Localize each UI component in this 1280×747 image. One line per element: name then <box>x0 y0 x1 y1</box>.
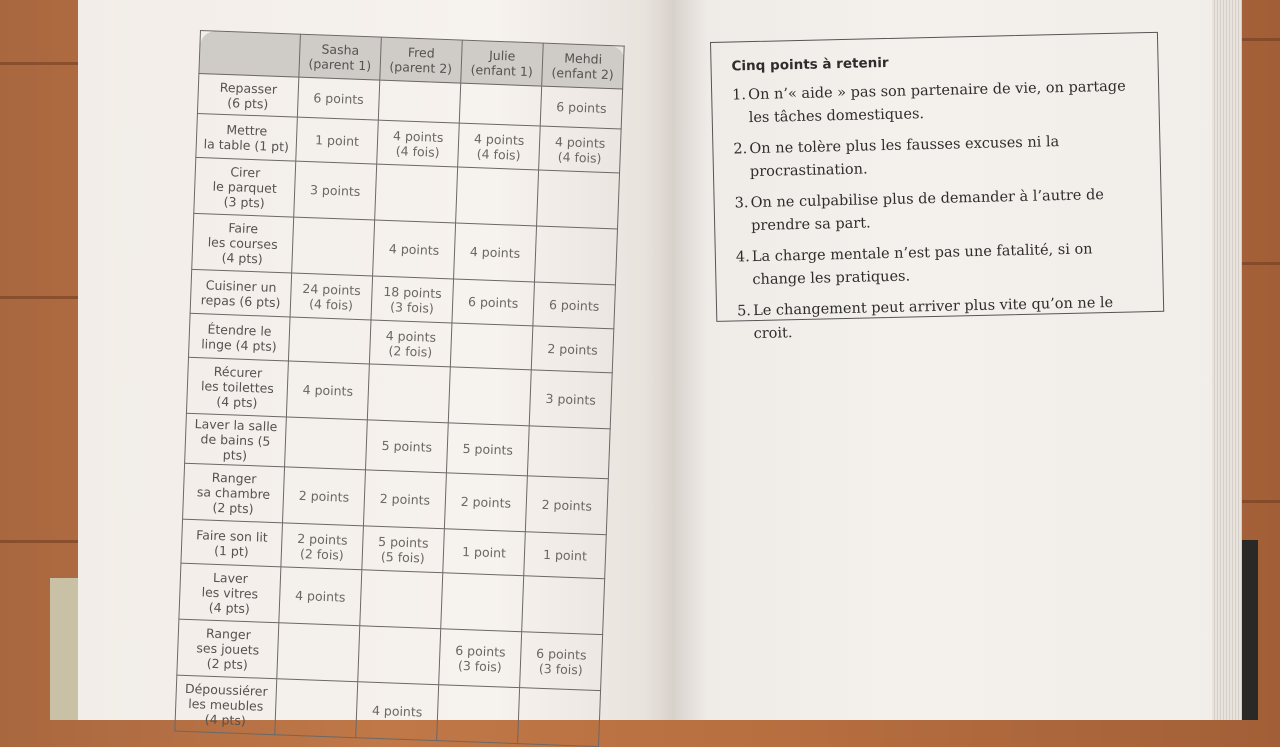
task-cell <box>194 157 296 217</box>
points-value: (5 fois) <box>380 548 425 566</box>
points-cell <box>296 117 379 164</box>
points-cell <box>378 80 460 123</box>
points-cell <box>277 623 360 682</box>
points-cell <box>539 126 622 173</box>
task-label: (4 pts) <box>221 249 263 267</box>
points-cell <box>360 570 443 629</box>
points-cell <box>285 417 368 470</box>
points-cell <box>377 120 460 167</box>
task-cell <box>186 357 288 417</box>
points-value: 5 points <box>381 437 433 455</box>
points-cell <box>281 523 364 570</box>
points-value: 4 points <box>392 127 444 145</box>
task-label: Mettre <box>226 121 268 139</box>
points-cell <box>275 679 358 738</box>
points-value: (2 fois) <box>299 545 345 563</box>
item-text: La charge mentale n’est pas une fatalité, si on change les pratiques. <box>751 241 1093 289</box>
points-value: 4 points <box>385 327 437 345</box>
column-name: Fred <box>407 44 435 61</box>
list-item <box>733 129 1142 184</box>
key-points-box <box>710 32 1164 343</box>
task-label: (4 pts) <box>208 599 251 617</box>
task-label: de bains (5 pts) <box>200 431 271 464</box>
points-value: 4 points <box>473 130 525 148</box>
points-cell <box>439 629 522 688</box>
points-value: 6 points <box>555 99 607 116</box>
points-value: 1 point <box>461 543 507 561</box>
task-label: (4 pts) <box>216 393 258 411</box>
points-value: 2 points <box>547 340 598 358</box>
points-cell <box>369 320 452 367</box>
points-cell <box>446 423 529 476</box>
points-cell <box>292 217 375 276</box>
points-cell <box>524 532 607 579</box>
points-cell <box>454 223 537 282</box>
points-value: (3 fois) <box>457 657 503 674</box>
points-value: 6 points <box>535 645 587 663</box>
points-value: 6 points <box>313 90 364 108</box>
task-label: les toilettes <box>200 378 275 396</box>
points-value: (4 fois) <box>395 142 440 160</box>
points-cell <box>459 83 541 126</box>
task-label: (3 pts) <box>223 193 265 211</box>
column-role: (parent 1) <box>308 56 372 74</box>
points-value: 1 point <box>542 546 588 564</box>
points-value: (4 fois) <box>308 295 354 313</box>
task-label: Étendre le <box>207 320 272 339</box>
table-body <box>175 73 623 746</box>
task-label: Repasser <box>219 79 278 97</box>
task-label: les courses <box>207 234 278 252</box>
task-label: Cuisiner un <box>205 276 277 295</box>
points-cell <box>448 367 531 426</box>
column-header <box>299 34 382 80</box>
points-value: 4 points <box>469 244 521 261</box>
task-cell <box>179 563 281 623</box>
points-cell <box>294 161 377 220</box>
column-header <box>380 37 463 83</box>
list-item <box>734 183 1143 238</box>
points-cell <box>363 470 446 529</box>
points-value: (4 fois) <box>557 148 602 166</box>
page-stack-edge <box>1212 0 1242 720</box>
item-number: 4. <box>735 249 750 266</box>
task-label: (2 pts) <box>206 655 249 673</box>
points-cell <box>441 573 524 632</box>
points-value: 3 points <box>545 390 597 408</box>
points-cell <box>456 167 539 226</box>
list-item <box>737 291 1146 346</box>
task-label: les vitres <box>201 584 259 602</box>
points-cell <box>290 273 373 320</box>
points-cell <box>356 682 439 741</box>
task-cell <box>175 675 277 735</box>
table-corner-cell <box>199 31 301 78</box>
points-cell <box>540 86 622 129</box>
points-cell <box>365 420 448 473</box>
points-value: 1 point <box>314 132 360 149</box>
points-value: 2 points <box>460 493 512 511</box>
task-label: Dépoussiérer <box>184 680 268 699</box>
points-value: 18 points <box>383 283 442 301</box>
points-value: 6 points <box>548 296 600 314</box>
task-label: Laver <box>212 569 249 587</box>
item-number: 2. <box>733 141 748 158</box>
column-header <box>542 43 625 89</box>
task-cell <box>177 619 279 679</box>
task-label: le parquet <box>212 178 278 196</box>
list-item <box>732 75 1141 130</box>
points-cell <box>443 529 526 576</box>
task-cell <box>196 113 298 161</box>
task-label: Laver la salle <box>194 416 278 435</box>
points-value: 4 points <box>554 133 606 151</box>
points-value: (3 fois) <box>389 298 435 316</box>
item-number: 5. <box>736 303 752 320</box>
task-label: Cirer <box>230 164 261 181</box>
points-value: 6 points <box>467 294 519 311</box>
points-value: 24 points <box>302 280 361 298</box>
points-value: 2 points <box>541 496 593 514</box>
points-value: 5 points <box>462 440 514 458</box>
task-label: la table (1 pt) <box>203 135 290 154</box>
column-name: Julie <box>488 47 516 64</box>
points-value: 4 points <box>294 587 346 605</box>
points-cell <box>362 526 445 573</box>
column-role: (enfant 1) <box>470 61 534 80</box>
column-name: Sasha <box>321 41 360 58</box>
task-label: Ranger <box>205 625 252 643</box>
task-label: Faire <box>228 220 259 237</box>
points-cell <box>522 576 605 635</box>
task-cell <box>188 313 290 361</box>
item-text: On n’« aide » pas son partenaire de vie, on partage les tâches domestiques. <box>748 78 1126 127</box>
column-name: Mehdi <box>564 50 603 67</box>
task-label: Récurer <box>213 363 263 381</box>
points-cell <box>518 688 601 747</box>
points-cell <box>279 567 362 626</box>
task-label: (4 pts) <box>204 711 247 729</box>
points-cell <box>288 317 371 364</box>
points-value: 3 points <box>309 182 361 199</box>
points-cell <box>531 326 614 373</box>
points-value: 5 points <box>377 533 429 551</box>
chores-points-table <box>174 30 624 747</box>
key-points-list <box>732 75 1146 346</box>
points-value: (4 fois) <box>476 145 521 163</box>
key-points-title: Cinq points à retenir <box>731 54 889 75</box>
task-cell <box>190 269 292 317</box>
task-cell <box>197 73 298 117</box>
task-label: les meubles <box>188 696 264 714</box>
item-number: 1. <box>732 87 747 104</box>
points-value: 4 points <box>371 702 423 720</box>
item-number: 3. <box>734 195 749 212</box>
points-value: (2 fois) <box>388 342 433 360</box>
points-cell <box>297 77 379 120</box>
points-cell <box>529 370 612 429</box>
task-label: linge (4 pts) <box>200 335 277 354</box>
task-cell <box>181 519 283 567</box>
points-value: 2 points <box>298 487 350 505</box>
column-role: (parent 2) <box>389 58 453 77</box>
task-label: sa chambre <box>196 484 271 502</box>
points-value: 2 points <box>379 490 431 508</box>
points-cell <box>371 276 454 323</box>
points-cell <box>375 164 458 223</box>
points-value: 4 points <box>388 241 440 258</box>
points-cell <box>450 323 533 370</box>
item-text: Le changement peut arriver plus vite qu’on ne le croit. <box>752 294 1114 343</box>
points-cell <box>358 626 441 685</box>
points-cell <box>373 220 456 279</box>
task-label: (2 pts) <box>212 499 254 517</box>
points-cell <box>367 364 450 423</box>
task-cell <box>183 463 285 523</box>
points-value: 6 points <box>455 642 506 660</box>
points-cell <box>534 226 617 285</box>
task-cell <box>192 213 294 273</box>
points-value: 2 points <box>297 530 348 548</box>
task-label: (6 pts) <box>227 94 269 112</box>
points-value: 4 points <box>302 382 354 399</box>
points-cell <box>286 361 369 420</box>
points-cell <box>452 279 535 326</box>
item-text: On ne tolère plus les fausses excuses ni la procrastination. <box>749 134 1060 181</box>
points-cell <box>533 282 616 329</box>
list-item <box>736 237 1145 292</box>
points-cell <box>437 685 520 744</box>
points-cell <box>282 467 365 526</box>
points-cell <box>444 473 527 532</box>
column-role: (enfant 2) <box>551 64 615 83</box>
column-header <box>461 40 544 86</box>
points-cell <box>537 170 620 229</box>
task-label: (1 pt) <box>213 542 249 559</box>
points-cell <box>458 123 541 170</box>
task-label: ses jouets <box>196 640 260 658</box>
points-cell <box>525 476 608 535</box>
points-cell <box>520 632 603 691</box>
item-text: On ne culpabilise plus de demander à l’autre de prendre sa part. <box>750 187 1105 235</box>
task-label: Faire son lit <box>195 526 269 545</box>
task-cell <box>185 413 287 467</box>
task-label: Ranger <box>211 469 257 487</box>
points-cell <box>527 426 610 479</box>
task-label: repas (6 pts) <box>200 291 281 310</box>
points-value: (3 fois) <box>538 660 583 677</box>
